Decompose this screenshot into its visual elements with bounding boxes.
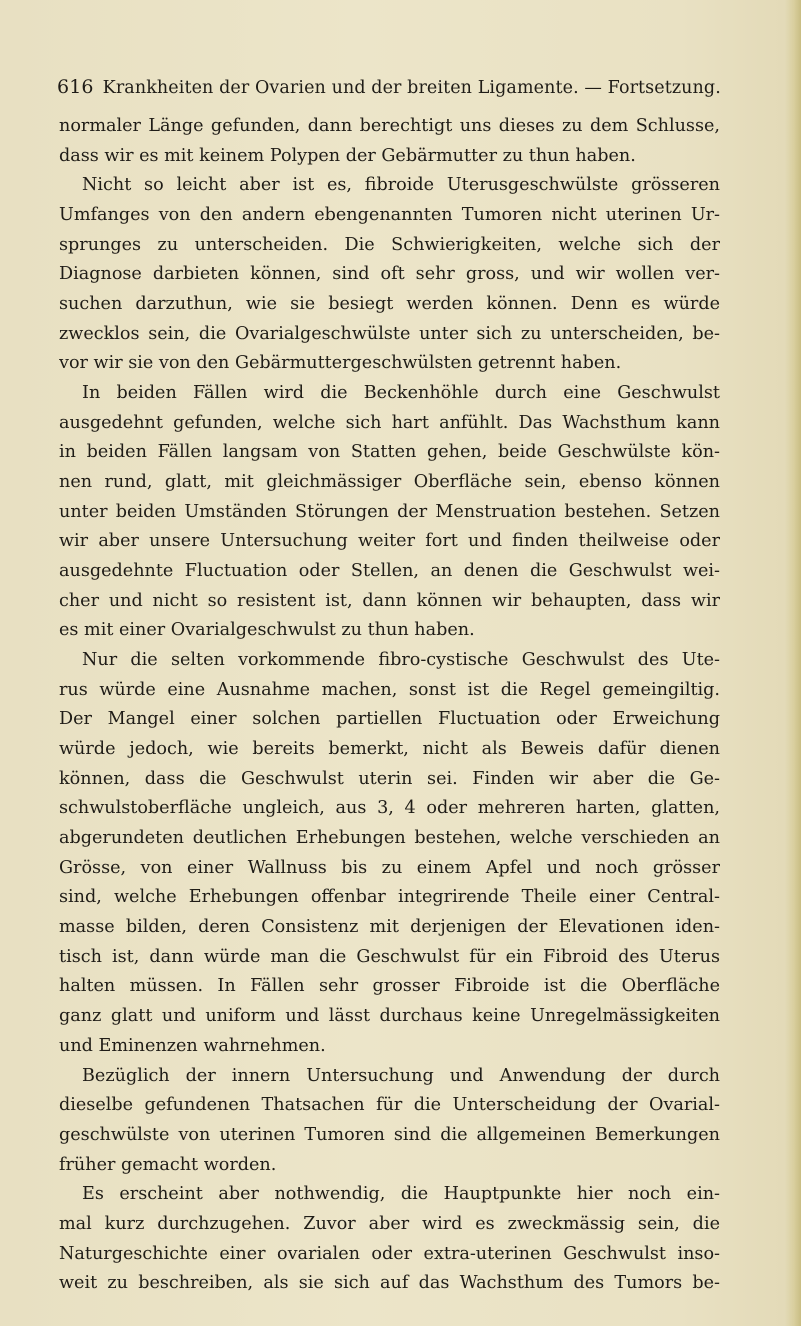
text-line: vor wir sie von den Gebärmuttergeschwülsten getrennt haben.: [59, 353, 622, 374]
text-line: ganz glatt und uniform und lässt durchaus keine Unregelmässigkeiten: [59, 1006, 720, 1027]
text-line: Diagnose darbieten können, sind oft sehr gross, und wir wollen ver-: [59, 264, 720, 285]
text-line: früher gemacht worden.: [59, 1154, 277, 1175]
text-line: in beiden Fällen langsam von Statten gehen, beide Geschwülste kön-: [59, 442, 720, 463]
text-line: weit zu beschreiben, als sie sich auf das Wachsthum des Tumors be-: [59, 1273, 720, 1294]
text-line: suchen darzuthun, wie sie besiegt werden können. Denn es würde: [59, 294, 720, 315]
text-line: sind, welche Erhebungen offenbar integrirende Theile einer Central-: [59, 887, 720, 908]
page-number: 616: [57, 76, 94, 98]
text-line: Umfanges von den andern ebengenannten Tumoren nicht uterinen Ur-: [59, 205, 720, 226]
text-line: dass wir es mit keinem Polypen der Gebärmutter zu thun haben.: [59, 145, 636, 166]
text-line: geschwülste von uterinen Tumoren sind die allgemeinen Bemerkungen: [59, 1124, 720, 1145]
text-line: Grösse, von einer Wallnuss bis zu einem Apfel und noch grösser: [59, 857, 720, 878]
running-title: Krankheiten der Ovarien und der breiten Ligamente. — Fortsetzung.: [102, 78, 721, 98]
text-line: schwulstoberfläche ungleich, aus 3, 4 oder mehreren harten, glatten,: [59, 798, 720, 819]
text-line: cher und nicht so resistent ist, dann können wir behaupten, dass wir: [59, 590, 720, 611]
text-line: Nur die selten vorkommende fibro-cystische Geschwulst des Ute-: [82, 650, 720, 671]
text-line: abgerundeten deutlichen Erhebungen bestehen, welche verschieden an: [59, 828, 720, 849]
text-line: Nicht so leicht aber ist es, fibroide Uterusgeschwülste grösseren: [82, 175, 720, 196]
text-line: würde jedoch, wie bereits bemerkt, nicht als Beweis dafür dienen: [59, 739, 720, 760]
text-line: tisch ist, dann würde man die Geschwulst für ein Fibroid des Uterus: [59, 946, 720, 967]
text-line: Naturgeschichte einer ovarialen oder extra-uterinen Geschwulst inso-: [59, 1243, 720, 1264]
text-line: rus würde eine Ausnahme machen, sonst ist die Regel gemeingiltig.: [59, 679, 720, 700]
text-line: halten müssen. In Fällen sehr grosser Fibroide ist die Oberfläche: [59, 976, 720, 997]
text-line: normaler Länge gefunden, dann berechtigt uns dieses zu dem Schlusse,: [59, 116, 720, 136]
page-header: [57, 76, 721, 106]
text-line: und Eminenzen wahrnehmen.: [59, 1035, 326, 1056]
text-line: Es erscheint aber nothwendig, die Hauptpunkte hier noch ein-: [82, 1184, 720, 1205]
text-line: Bezüglich der innern Untersuchung und Anwendung der durch: [82, 1065, 720, 1086]
text-line: In beiden Fällen wird die Beckenhöhle durch eine Geschwulst: [82, 383, 720, 404]
text-line: ausgedehnt gefunden, welche sich hart anfühlt. Das Wachsthum kann: [59, 412, 720, 433]
page-edge: [785, 0, 801, 1326]
text-line: es mit einer Ovarialgeschwulst zu thun haben.: [59, 620, 475, 641]
text-line: nen rund, glatt, mit gleichmässiger Oberfläche sein, ebenso können: [59, 472, 720, 493]
text-line: können, dass die Geschwulst uterin sei. Finden wir aber die Ge-: [59, 768, 720, 789]
text-line: zwecklos sein, die Ovarialgeschwülste unter sich zu unterscheiden, be-: [59, 323, 720, 344]
text-line: ausgedehnte Fluctuation oder Stellen, an denen die Geschwulst wei-: [59, 561, 720, 582]
text-line: sprunges zu unterscheiden. Die Schwierigkeiten, welche sich der: [59, 234, 720, 255]
text-line: wir aber unsere Untersuchung weiter fort und finden theilweise oder: [59, 531, 720, 552]
text-line: masse bilden, deren Consistenz mit derjenigen der Elevationen iden-: [59, 917, 720, 938]
text-line: unter beiden Umständen Störungen der Menstruation bestehen. Setzen: [59, 501, 720, 522]
text-line: Der Mangel einer solchen partiellen Fluctuation oder Erweichung: [59, 709, 720, 730]
text-line: mal kurz durchzugehen. Zuvor aber wird es zweckmässig sein, die: [59, 1213, 720, 1234]
text-line: dieselbe gefundenen Thatsachen für die Unterscheidung der Ovarial-: [59, 1095, 720, 1116]
body-text: [59, 112, 720, 1299]
